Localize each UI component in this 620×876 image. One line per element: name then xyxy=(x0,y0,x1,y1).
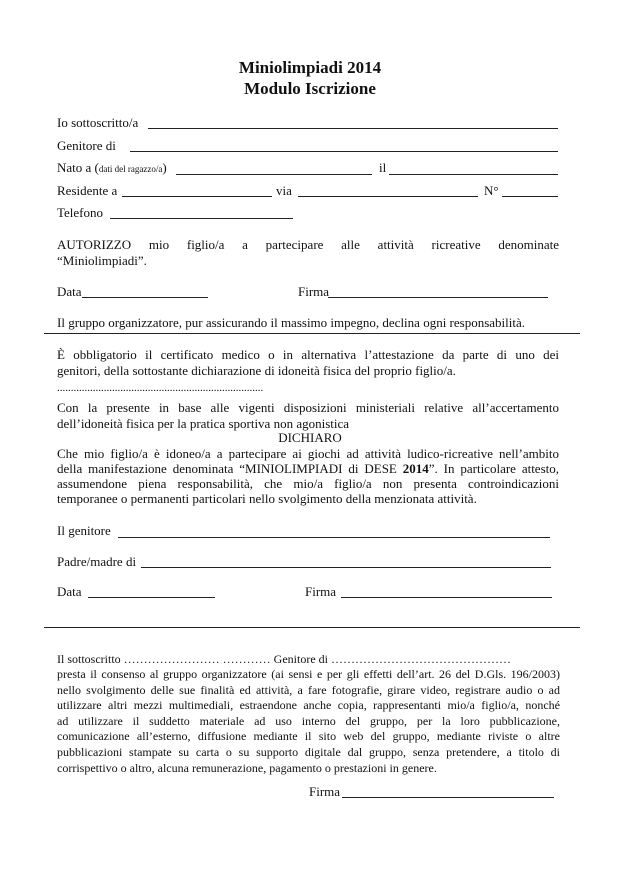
data-nascita-field[interactable] xyxy=(389,174,558,175)
consenso-line: pubblicazioni stampate su carta o su supporto digitale dal gruppo, senza pretendere, a titolo di xyxy=(57,744,560,759)
consenso-line: ad utilizzare il suddetto materiale ad uso interno del gruppo, per la loro pubblicazione, xyxy=(57,713,560,728)
io-sottoscritto-label: Io sottoscritto/a xyxy=(57,115,139,130)
firma-label: Firma xyxy=(298,284,330,299)
telefono-field[interactable] xyxy=(110,218,293,219)
consenso-line: utilizzare altri mezzi multimediali, estraendone anche copia, rappresentanti mio/a figlio/a, nonché xyxy=(57,698,560,713)
presente-line1: Con la presente in base alle vigenti disposizioni ministeriali relative all’accertamento xyxy=(57,400,559,415)
io-sottoscritto-field[interactable] xyxy=(148,128,558,129)
consenso-line: comunicazione all’esterno, diffusione mediante il sito web del gruppo, mediante riviste o altre xyxy=(57,729,560,744)
dots-separator: ........................................................................... xyxy=(57,382,264,394)
firma-field-3[interactable] xyxy=(342,797,554,798)
obbligatorio-line2: genitori, della sottostante dichiarazione di idoneità fisica del proprio figlio/a. xyxy=(57,363,456,378)
data-field-2[interactable] xyxy=(88,597,215,598)
consenso-header: Il sottoscritto …………………… ………… Genitore di ……………………………………… xyxy=(57,652,511,666)
autorizzo-text-line2: “Miniolimpiadi”. xyxy=(57,253,147,268)
via-field[interactable] xyxy=(298,196,478,197)
form-title: Miniolimpiadi 2014 xyxy=(238,58,382,77)
presente-line2: dell’idoneità fisica per la pratica sportiva non agonistica xyxy=(57,416,350,431)
form-subtitle: Modulo Iscrizione xyxy=(244,79,376,98)
numero-label: N° xyxy=(484,183,499,198)
dichiaro-heading: DICHIARO xyxy=(278,430,342,445)
che-line2: della manifestazione denominata “MINIOLIMPIADI di DESE 2014”. In particolare attesto, xyxy=(57,461,559,476)
consenso-line: nello svolgimento delle sue finalità ed attività, a fare fotografie, girare video, registrare audio o ad xyxy=(57,682,560,697)
consenso-line: corrispettivo o altro, alcuna remunerazione, pagamento o prestazioni in genere. xyxy=(57,760,437,775)
data-label-2: Data xyxy=(57,584,82,599)
consenso-line: presta il consenso al gruppo organizzatore (ai sensi e per gli effetti dell’art. 26 del D.Gls. 196/2003) xyxy=(57,667,560,681)
section-divider-1 xyxy=(44,333,580,334)
firma-field[interactable] xyxy=(328,297,548,298)
padre-madre-field[interactable] xyxy=(141,567,551,568)
numero-field[interactable] xyxy=(502,196,558,197)
section-divider-2 xyxy=(44,627,580,628)
telefono-label: Telefono xyxy=(57,205,104,220)
il-genitore-label: Il genitore xyxy=(57,523,111,538)
firma-label-2: Firma xyxy=(305,584,337,599)
obbligatorio-line1: È obbligatorio il certificato medico o in alternativa l’attestazione da parte di uno dei xyxy=(57,347,559,362)
che-line3: assumendone piena responsabilità, che mio/a figlio/a non presenta controindicazioni xyxy=(57,476,559,491)
firma-field-2[interactable] xyxy=(341,597,552,598)
responsabilita-text: Il gruppo organizzatore, pur assicurando il massimo impegno, declina ogni responsabilità. xyxy=(57,315,526,330)
data-field[interactable] xyxy=(82,297,208,298)
autorizzo-text-line1: AUTORIZZO mio figlio/a a partecipare alle attività ricreative denominate xyxy=(57,237,559,252)
firma-label-3: Firma xyxy=(309,784,341,799)
che-line1: Che mio figlio/a è idoneo/a a partecipare ai giochi ad attività ludico-ricreative nell’ambito xyxy=(57,446,559,461)
il-label: il xyxy=(379,160,387,175)
il-genitore-field[interactable] xyxy=(118,537,550,538)
residente-a-label: Residente a xyxy=(57,183,118,198)
nato-a-field[interactable] xyxy=(176,174,372,175)
genitore-di-field[interactable] xyxy=(130,151,558,152)
che-line4: temporanee o permanenti particolari nello svolgimento della menzionata attività. xyxy=(57,491,477,506)
consenso-paragraph xyxy=(57,667,560,776)
nato-a-label: Nato a (dati del ragazzo/a) xyxy=(57,160,167,175)
data-label: Data xyxy=(57,284,82,299)
residente-a-field[interactable] xyxy=(122,196,272,197)
genitore-di-label: Genitore di xyxy=(57,138,116,153)
padre-madre-label: Padre/madre di xyxy=(57,554,137,569)
via-label: via xyxy=(276,183,292,198)
